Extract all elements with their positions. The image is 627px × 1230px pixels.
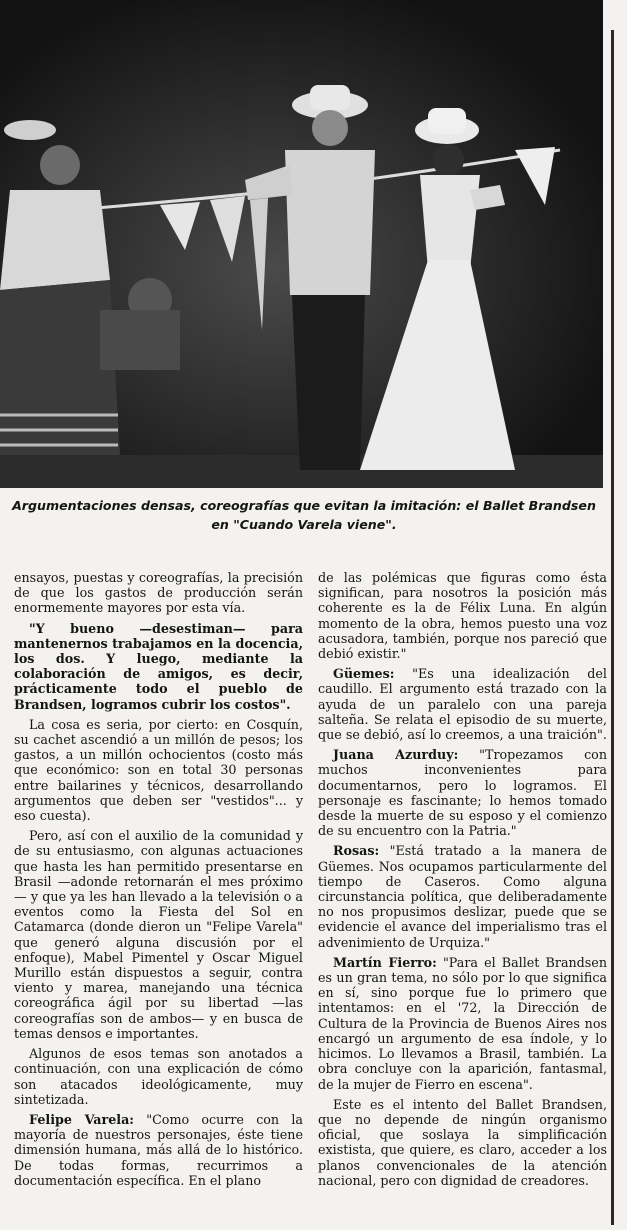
article-column-left (14, 570, 303, 1193)
paragraph (318, 747, 607, 838)
topic-text: "Para el Ballet Brandsen es un gran tema, no sólo por lo que significa en sí, sino porque fue lo primero que intentamos: en el '72, la Dirección de Cultura de la Provincia de Buenos Aires nos encargó un argumento de esa índole, y lo hicimos. Lo llevamos a Brasil, también. La obra concluye con la aparición, fantasmal, de la mujer de Fierro en escena". (318, 954, 607, 1092)
topic-label: Güemes: (333, 666, 395, 682)
topic-label: Felipe Varela: (29, 1111, 134, 1127)
paragraph: Pero, así con el auxilio de la comunidad y de su entusiasmo, con algunas actuaciones que hasta les han permitido presentarse en Brasil —adonde retornarán el mes próximo— y que ya les han llevado a la televisión o a eventos como la Fiesta del Sol en Catamarca (donde dieron un "Felipe Varela" que generó alguna discusión por el enfoque), Mabel Pimentel y Oscar Miguel Murillo están dispuestos a seguir, contra viento y marea, manejando una técnica coreográfica ágil por su libertad —las coreografías son de ambos— y en busca de temas densos e importantes. (14, 828, 303, 1041)
page-edge-line (611, 30, 614, 1225)
paragraph (318, 843, 607, 949)
photo-caption: Argumentaciones densas, coreografías que evitan la imitación: el Ballet Brandsen en "Cuando Varela viene". (12, 498, 596, 532)
paragraph (318, 666, 607, 742)
topic-text: "Es una idealización del caudillo. El argumento está trazado con la ayuda de un paralelo con una pareja salteña. Se relata el episodio de su muerte, que se debió, así lo creemos, a una traición". (318, 666, 607, 743)
topic-label: Martín Fierro: (333, 954, 437, 970)
topic-label: Juana Azurduy: (333, 747, 459, 763)
paragraph: Este es el intento del Ballet Brandsen, que no depende de ningún organismo oficial, que soslaya la simplificación existista, que quiere, es claro, acceder a los planos convencionales de la atención nacional, pero con dignidad de creadores. (318, 1096, 607, 1188)
topic-text: "Como ocurre con la mayoría de nuestros personajes, éste tiene dimensión humana, más allá de lo histórico. De todas formas, recurrimos a documentación específica. En el plano (14, 1111, 303, 1188)
topic-text: "Está tratado a la manera de Güemes. Nos ocupamos particularmente del tiempo de Caseros. Como alguna circunstancia política, que deliberadamente no nos propusimos deslizar, puede que se evidencie el avance del imperialismo tras el advenimiento de Urquiza." (318, 843, 607, 950)
article-column-right (318, 570, 607, 1193)
topic-label: Rosas: (333, 843, 380, 859)
paragraph: ensayos, puestas y coreografías, la precisión de que los gastos de producción serán enormemente mayores por esta vía. (14, 570, 303, 616)
paragraph: Algunos de esos temas son anotados a continuación, con una explicación de cómo son atacados ideológicamente, muy sintetizada. (14, 1046, 303, 1107)
ballet-photo (0, 0, 603, 488)
paragraph (14, 1112, 303, 1188)
paragraph (318, 955, 607, 1092)
quote-text: "Y bueno —desestiman— para mantenernos trabajamos en la docencia, los dos. Y luego, mediante la colaboración de amigos, es decir, prácticamente todo el pueblo de Brandsen, logramos cubrir los costos". (14, 620, 303, 712)
ballet-photo-icon (0, 0, 603, 488)
paragraph (14, 621, 303, 712)
paragraph: La cosa es seria, por cierto: en Cosquín, su cachet ascendió a un millón de pesos; los gastos, a un millón ochocientos (costo más que económico: son en total 30 personas entre bailarines y técnicos, desarrollando argumentos que deben ser "vestidos"... y eso cuesta). (14, 716, 303, 824)
paragraph: de las polémicas que figuras como ésta significan, para nosotros la posición más coherente es la de Félix Luna. En algún momento de la obra, hemos puesto una voz acusadora, también, porque nos pareció que debió existir." (318, 570, 607, 662)
topic-text: "Tropezamos con muchos inconvenientes para documentarnos, pero lo logramos. El personaje es fascinante; lo hemos tomado desde la muerte de su esposo y el comienzo de su encuentro con la Patria." (318, 747, 607, 839)
